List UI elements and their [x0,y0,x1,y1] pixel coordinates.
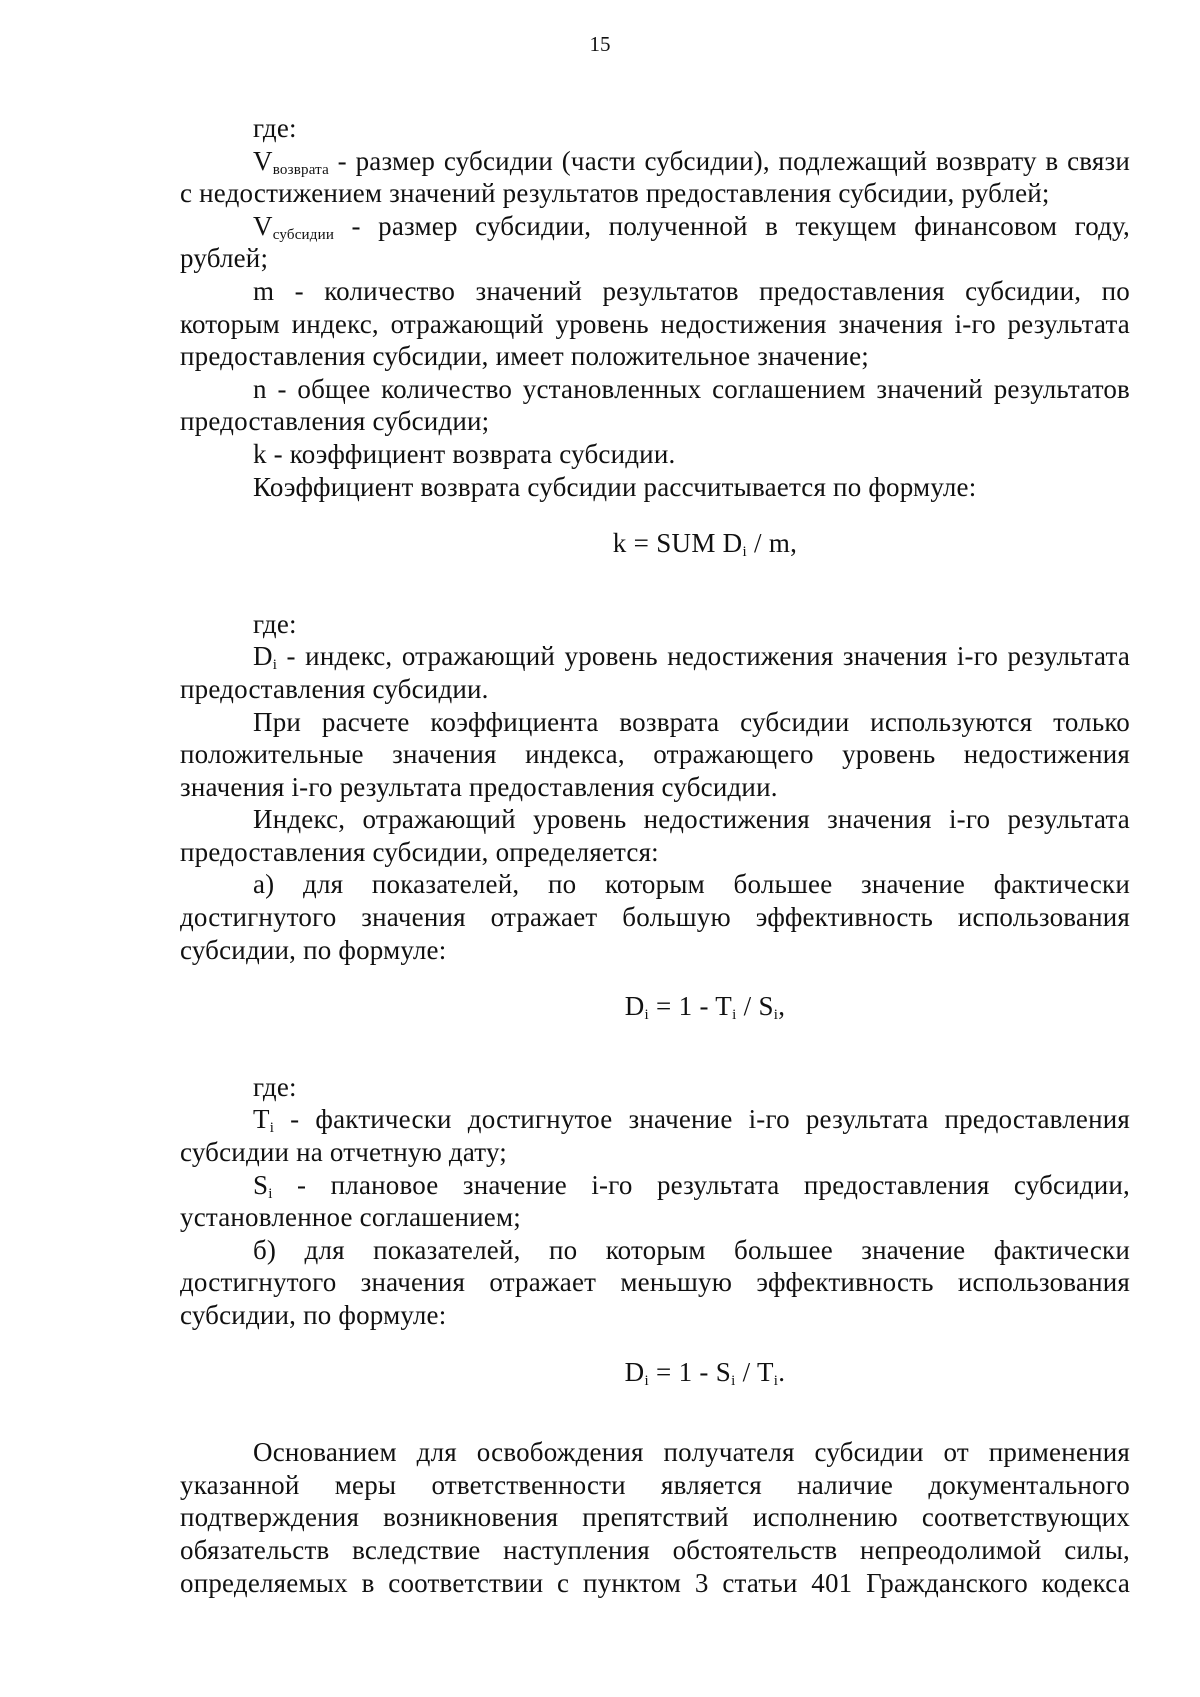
definition-text: - фактически достигнутое значение i-го результата предоставления субсидии на отчетную дату; [180,1104,1130,1168]
v-subscript: субсидии [272,226,335,243]
v-subscript: возврата [272,161,329,178]
formula-part: , [778,991,786,1022]
item-a-paragraph: а) для показателей, по которым большее значение фактически достигнутого значения отражает большую эффективность использования субсидии, по формуле: [180,869,1130,965]
where-label: где: [253,608,297,639]
n-definition: n - общее количество установленных соглашением значений результатов предоставления субсидии; [180,373,1130,437]
v-subsidii-definition [180,210,1130,275]
formula-subscript: i [773,1007,779,1024]
formula-part: / S [736,991,774,1022]
definition-text: - плановое значение i-го результата предоставления субсидии, установленное соглашением; [180,1169,1130,1233]
formula-subscript: i [773,1372,779,1389]
formula-subscript: i [732,1007,737,1024]
d-symbol: D [253,641,273,672]
formula-part: D [624,1356,645,1387]
formula-subscript: i [644,1372,649,1389]
m-definition: m - количество значений результатов предоставления субсидии, по которым индекс, отражающий уровень недостижения значения i-го результата предоставления субсидии, имеет положительное значение; [180,275,1130,372]
formula-part: = 1 - S [648,1356,732,1387]
v-symbol: V [253,145,273,176]
formula-part: k = SUM D [612,528,743,559]
formula-subscript: i [644,1007,649,1024]
where-label: где: [253,1071,297,1102]
k-definition: k - коэффициент возврата субсидии. [253,438,676,469]
si-definition [180,1169,1130,1234]
formula-part: = 1 - T [648,991,733,1022]
s-subscript: i [268,1185,273,1202]
basis-paragraph: Основанием для освобождения получателя субсидии от применения указанной меры ответственности является наличие документального подтверждения возникновения препятствий исполнению соответствующих обязательств вследствие наступления обстоятельств непреодолимой силы, определяемых в соответствии с пунктом 3 статьи 401 Гражданского кодекса [180,1437,1130,1598]
where-label: где: [253,113,297,143]
s-symbol: S [253,1169,269,1200]
formula-part: / m, [746,528,798,559]
definition-text: - размер субсидии (части субсидии), подлежащий возврату в связи с недостижением значений результатов предоставления субсидии, рублей; [180,145,1130,209]
di-definition [180,640,1130,705]
document-body [180,112,1130,1599]
t-symbol: T [253,1104,270,1135]
v-vozvrata-definition [180,145,1130,210]
k-formula-intro: Коэффициент возврата субсидии рассчитывается по формуле: [253,471,977,502]
formula-subscript: i [742,544,747,561]
definition-text: - размер субсидии, полученной в текущем финансовом году, рублей; [180,210,1130,274]
t-subscript: i [269,1120,275,1137]
formula-b [180,1356,1130,1389]
formula-part: D [624,991,645,1022]
positive-values-paragraph: При расчете коэффициента возврата субсидии используются только положительные значения индекса, отражающего уровень недостижения значения i-го результата предоставления субсидии. [180,706,1130,802]
formula-k [180,527,1130,560]
v-symbol: V [253,210,273,241]
formula-part: / T [735,1356,774,1387]
formula-a [180,990,1130,1023]
ti-definition [180,1103,1130,1168]
item-b-paragraph: б) для показателей, по которым большее значение фактически достигнутого значения отражает меньшую эффективность использования субсидии, по формуле: [180,1234,1130,1330]
d-subscript: i [272,657,278,674]
formula-part: . [778,1356,786,1387]
page-number: 15 [589,32,611,56]
definition-text: - индекс, отражающий уровень недостижения значения i-го результата предоставления субсидии. [180,641,1130,704]
formula-subscript: i [731,1372,736,1389]
index-paragraph: Индекс, отражающий уровень недостижения значения i-го результата предоставления субсидии, определяется: [180,804,1130,867]
